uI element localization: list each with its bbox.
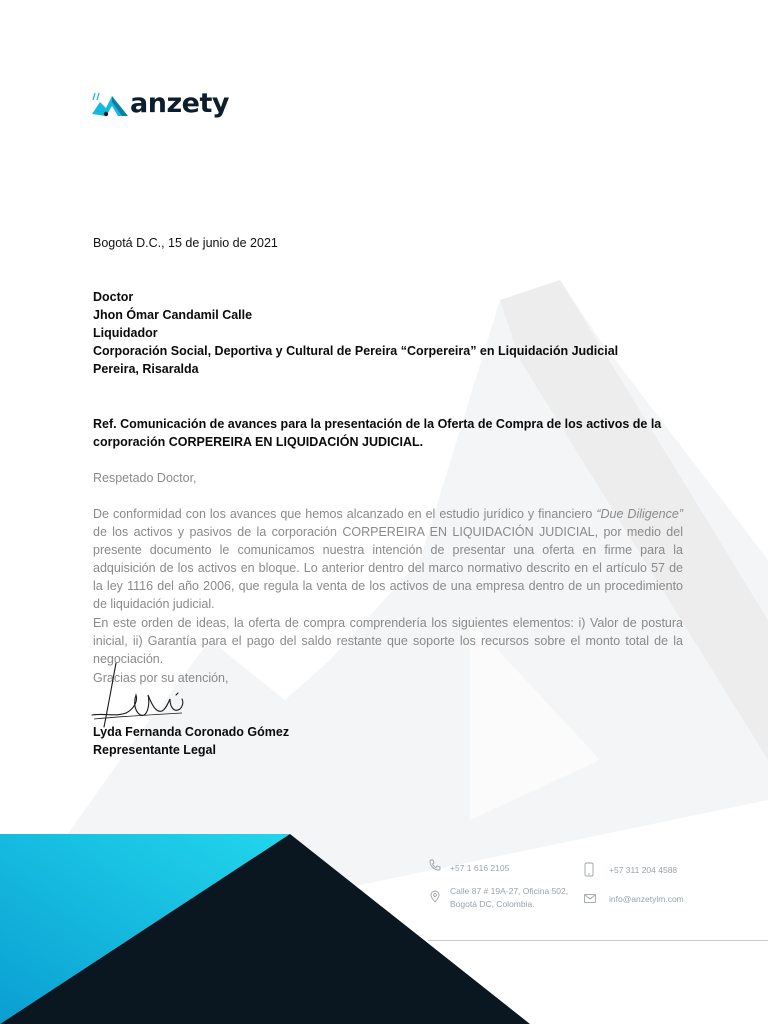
body-paragraph-1	[93, 505, 683, 613]
letter-date: Bogotá D.C., 15 de junio de 2021	[93, 236, 278, 250]
location-pin-icon	[430, 890, 440, 903]
company-logo	[92, 88, 242, 132]
footer-phone-landline: +57 1 616 2105	[450, 863, 510, 873]
body-paragraph-1-end: de los activos y pasivos de la corporación CORPEREIRA EN LIQUIDACIÓN JUDICIAL, por medio del presente documento le comunicamos nuestra intención de presentar una oferta en firme para la adquisición de los activos en bloque. Lo anterior dentro del marco normativo descrito en el artículo 57 de la ley 1116 del año 2006, que regula la venta de los activos de una empresa dentro de un procedimiento de liquidación judicial.	[93, 525, 683, 611]
body-paragraph-1-start: De conformidad con los avances que hemos alcanzado en el estudio jurídico y financiero	[93, 507, 597, 521]
addressee-salutation-title: Doctor	[93, 290, 134, 304]
footer-phone-mobile: +57 311 204 4588	[609, 865, 678, 875]
signer-name: Lyda Fernanda Coronado Gómez	[93, 725, 290, 739]
footer-divider	[428, 940, 768, 941]
salutation: Respetado Doctor,	[93, 471, 197, 485]
phone-icon	[429, 859, 441, 871]
footer-address: Calle 87 # 19A-27, Oficina 502, Bogotá DC, Colombia.	[450, 886, 569, 909]
closing-line: Gracias por su atención,	[93, 671, 229, 685]
mobile-phone-icon	[584, 862, 594, 877]
due-diligence-emphasis: “Due Diligence”	[596, 507, 684, 521]
logo-accent-icon	[92, 92, 100, 100]
addressee-name: Jhon Ómar Candamil Calle	[93, 308, 253, 322]
body-paragraph-2: En este orden de ideas, la oferta de compra comprendería los siguientes elementos: i) Valor de postura inicial, ii) Garantía para el pago del saldo restante que soporte los recursos sobre el monto total de la negociación.	[93, 616, 683, 666]
reference-line: Ref. Comunicación de avances para la presentación de la Oferta de Compra de los activos de la corporación CORPEREIRA EN LIQUIDACIÓN JUDICIAL.	[93, 417, 662, 449]
envelope-icon	[584, 894, 596, 903]
addressee-role: Liquidador	[93, 326, 158, 340]
logo-wordmark: anzety	[130, 88, 229, 119]
addressee-organization: Corporación Social, Deportiva y Cultural de Pereira “Corpereira” en Liquidación Judicial	[93, 344, 619, 358]
signer-title: Representante Legal	[93, 743, 216, 757]
addressee-location: Pereira, Risaralda	[93, 362, 199, 376]
addressee-block	[93, 288, 683, 378]
signer-block	[93, 723, 683, 759]
footer-email: info@anzetylm.com	[609, 894, 684, 904]
